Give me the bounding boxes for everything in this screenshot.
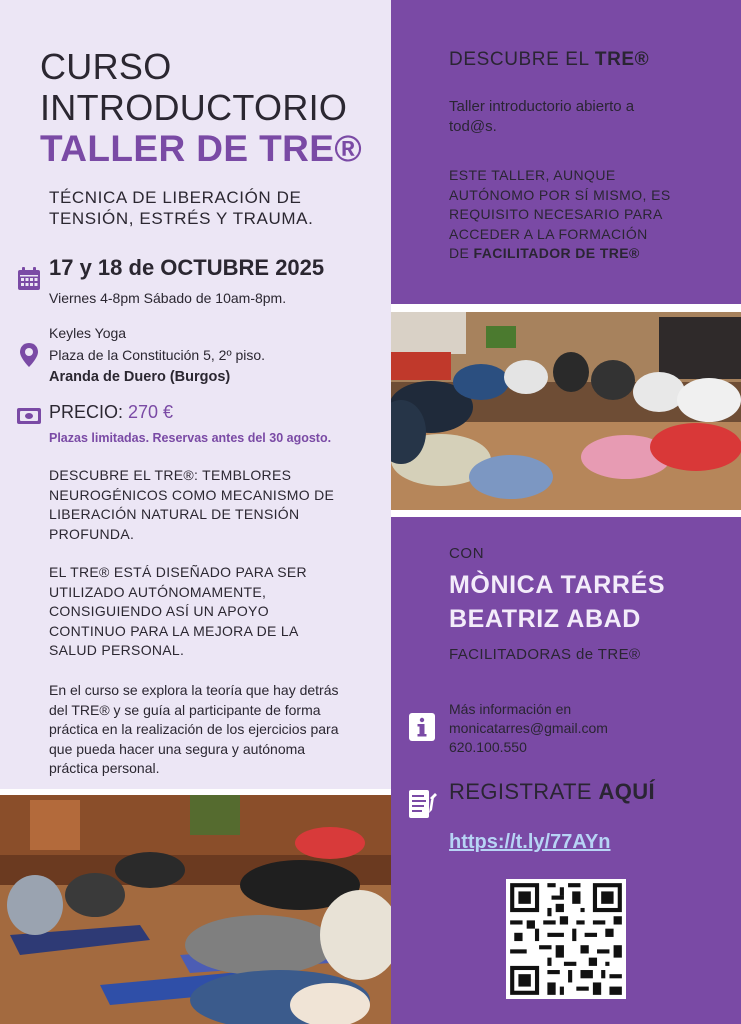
contact-info [449,700,608,757]
paragraph-line: práctica en la realización de los ejercicios para [49,721,339,737]
contact-phone[interactable]: 620.100.550 [449,739,527,755]
event-date: 17 y 18 de OCTUBRE 2025 [49,255,325,280]
paragraph-line: práctica personal. [49,760,160,776]
requirement-line: ESTE TALLER, AUNQUE [449,167,616,183]
register-text: REGISTRATE [449,779,599,804]
requirement-line: REQUISITO NECESARIO PARA [449,206,663,222]
facilitator-role: FACILITADORAS de TRE® [449,646,641,663]
paragraph-line: LIBERACIÓN NATURAL DE TENSIÓN [49,506,300,522]
paragraph-design [49,563,307,661]
requirement-line: ACCEDER A LA FORMACIÓN [449,225,648,242]
paragraph-line: EL TRE® ESTÁ DISEÑADO PARA SER [49,564,307,580]
price-label: PRECIO: [49,402,129,422]
group-photo-illustration [391,312,741,510]
qr-code[interactable] [506,879,626,999]
requirement-bold: FACILITADOR DE TRE® [473,245,640,261]
limited-notice: Plazas limitadas. Reservas antes del 30 agosto. [49,431,332,445]
ticket-icon [17,408,41,424]
title-line-2: INTRODUCTORIO [40,87,348,128]
form-icon [408,788,438,820]
discover-heading-text: DESCUBRE EL [449,49,595,70]
info-icon [409,713,435,741]
intro-text [449,97,634,137]
venue-address: Plaza de la Constitución 5, 2º piso. [49,347,266,363]
calendar-icon [17,267,41,291]
subtitle [49,187,313,229]
with-label: CON [449,545,485,562]
requirement-line: AUTÓNOMO POR SÍ MISMO, ES [449,186,671,203]
paragraph-line: En el curso se explora la teoría que hay detrás [49,682,339,698]
facilitator-name-2: BEATRIZ ABAD [449,605,641,633]
intro-line: Taller introductorio abierto a [449,98,635,115]
title-main: TALLER DE TRE® [40,128,362,169]
requirement-prefix: DE [449,245,474,261]
yoga-photo [0,795,391,1024]
paragraph-line: CONSIGUIENDO ASÍ UN APOYO [49,603,269,619]
paragraph-line: UTILIZADO AUTÓNOMAMENTE, [49,583,267,600]
contact-email[interactable]: monicatarres@gmail.com [449,720,608,736]
paragraph-line: CONTINUO PARA LA MEJORA DE LA [49,622,299,639]
subtitle-line-2: TENSIÓN, ESTRÉS Y TRAUMA. [49,209,314,228]
paragraph-discover [49,466,334,544]
title-line-1: CURSO [40,46,172,87]
price [49,402,173,423]
venue-city: Aranda de Duero (Burgos) [49,369,231,385]
event-schedule: Viernes 4-8pm Sábado de 10am-8pm. [49,290,287,306]
discover-heading [449,49,649,71]
paragraph-line: DESCUBRE EL TRE®: TEMBLORES [49,467,292,483]
paragraph-course [49,681,339,779]
facilitator-names [449,568,665,636]
discover-heading-bold: TRE® [594,49,650,70]
facilitator-name-1: MÒNICA TARRÉS [449,571,666,599]
requirement-text [449,166,671,264]
venue-name: Keyles Yoga [49,325,127,341]
paragraph-line: que pueda hacer una segura y autónoma [49,740,306,757]
intro-line: tod@s. [449,118,497,135]
paragraph-line: SALUD PERSONAL. [49,642,185,658]
yoga-photo-illustration [0,795,391,1024]
register-link[interactable]: https://t.ly/77AYn [449,831,611,853]
paragraph-line: del TRE® y se guía al participante de forma [49,701,321,718]
register-bold: AQUÍ [598,779,656,804]
location-pin-icon [18,342,40,368]
paragraph-line: PROFUNDA. [49,525,135,542]
requirement-line [449,244,671,264]
register-heading [449,779,655,805]
paragraph-line: NEUROGÉNICOS COMO MECANISMO DE [49,486,335,503]
group-photo [391,312,741,510]
contact-label: Más información en [449,701,572,717]
price-value: 270 € [128,402,174,422]
subtitle-line-1: TÉCNICA DE LIBERACIÓN DE [49,188,302,207]
